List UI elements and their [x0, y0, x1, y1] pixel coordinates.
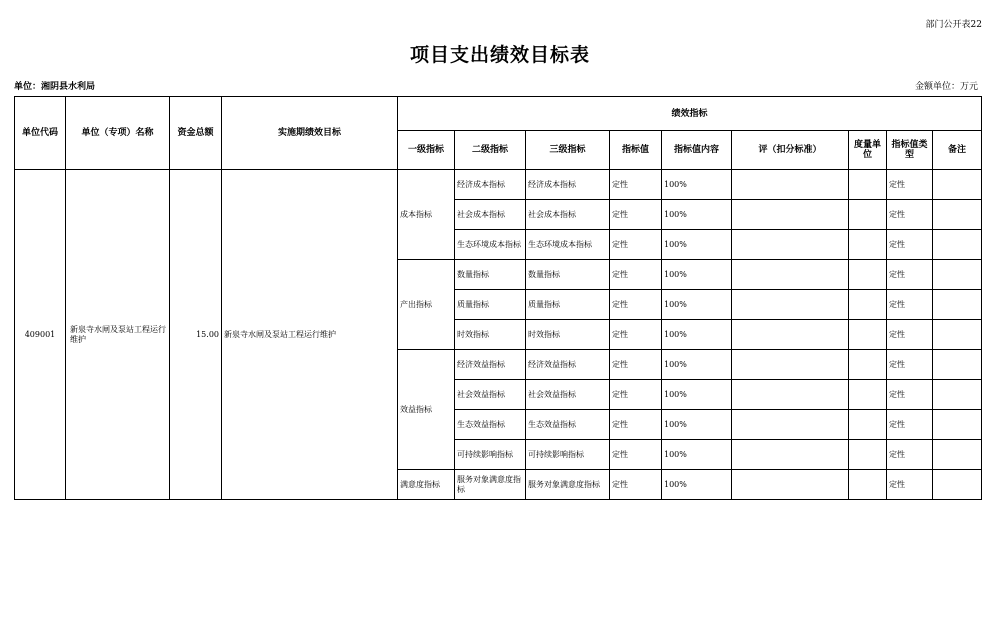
measure-unit-cell: [849, 350, 887, 380]
note-cell: [933, 200, 982, 230]
performance-target-table: [14, 96, 982, 500]
value-content-cell: 100%: [662, 290, 732, 320]
value-type-cell: 定性: [887, 260, 933, 290]
note-cell: [933, 350, 982, 380]
value-type-cell: 定性: [887, 290, 933, 320]
note-cell: [933, 320, 982, 350]
measure-unit-cell: [849, 410, 887, 440]
value-type-cell: 定性: [887, 170, 933, 200]
level2-cell: 社会效益指标: [455, 380, 526, 410]
header-total-funds: 资金总额: [170, 97, 222, 170]
level3-cell: 服务对象满意度指标: [526, 470, 610, 500]
header-value-content: 指标值内容: [662, 131, 732, 170]
measure-unit-cell: [849, 230, 887, 260]
header-value-type: 指标值类型: [887, 131, 933, 170]
header-level2: 二级指标: [455, 131, 526, 170]
measure-unit-cell: [849, 320, 887, 350]
scoring-cell: [732, 290, 849, 320]
value-content-cell: 100%: [662, 260, 732, 290]
value-content-cell: 100%: [662, 440, 732, 470]
note-cell: [933, 440, 982, 470]
level3-cell: 经济成本指标: [526, 170, 610, 200]
header-goal: 实施期绩效目标: [222, 97, 398, 170]
header-scoring: 评（扣分标准）: [732, 131, 849, 170]
level2-cell: 服务对象满意度指标: [455, 470, 526, 500]
header-level1: 一级指标: [398, 131, 455, 170]
note-cell: [933, 410, 982, 440]
level2-cell: 可持续影响指标: [455, 440, 526, 470]
value-cell: 定性: [610, 260, 662, 290]
measure-unit-cell: [849, 260, 887, 290]
value-cell: 定性: [610, 350, 662, 380]
measure-unit-cell: [849, 290, 887, 320]
measure-unit-cell: [849, 170, 887, 200]
header-performance-indicators: 绩效指标: [398, 97, 982, 131]
measure-unit-cell: [849, 470, 887, 500]
scoring-cell: [732, 470, 849, 500]
value-content-cell: 100%: [662, 230, 732, 260]
value-cell: 定性: [610, 410, 662, 440]
scoring-cell: [732, 440, 849, 470]
level2-cell: 生态效益指标: [455, 410, 526, 440]
unit-code-cell: 409001: [15, 170, 66, 500]
scoring-cell: [732, 230, 849, 260]
value-content-cell: 100%: [662, 320, 732, 350]
level3-cell: 时效指标: [526, 320, 610, 350]
value-content-cell: 100%: [662, 170, 732, 200]
value-cell: 定性: [610, 380, 662, 410]
scoring-cell: [732, 170, 849, 200]
note-cell: [933, 260, 982, 290]
note-cell: [933, 380, 982, 410]
header-unit-project-name: 单位（专项）名称: [66, 97, 170, 170]
note-cell: [933, 170, 982, 200]
level2-cell: 经济效益指标: [455, 350, 526, 380]
level3-cell: 数量指标: [526, 260, 610, 290]
level2-cell: 时效指标: [455, 320, 526, 350]
scoring-cell: [732, 350, 849, 380]
header-level3: 三级指标: [526, 131, 610, 170]
table-row: [15, 170, 982, 200]
scoring-cell: [732, 380, 849, 410]
level1-cell: 满意度指标: [398, 470, 455, 500]
form-number-label: 部门公开表22: [925, 20, 982, 30]
level2-cell: 数量指标: [455, 260, 526, 290]
scoring-cell: [732, 320, 849, 350]
header-measure-unit: 度量单位: [849, 131, 887, 170]
level2-cell: 社会成本指标: [455, 200, 526, 230]
measure-unit-cell: [849, 440, 887, 470]
value-content-cell: 100%: [662, 350, 732, 380]
value-type-cell: 定性: [887, 380, 933, 410]
value-cell: 定性: [610, 290, 662, 320]
page-title: 项目支出绩效目标表: [409, 44, 590, 66]
value-type-cell: 定性: [887, 350, 933, 380]
level3-cell: 经济效益指标: [526, 350, 610, 380]
value-cell: 定性: [610, 170, 662, 200]
note-cell: [933, 290, 982, 320]
note-cell: [933, 470, 982, 500]
level1-cell: 成本指标: [398, 170, 455, 260]
value-content-cell: 100%: [662, 200, 732, 230]
level3-cell: 生态环境成本指标: [526, 230, 610, 260]
level3-cell: 质量指标: [526, 290, 610, 320]
header-value: 指标值: [610, 131, 662, 170]
level3-cell: 生态效益指标: [526, 410, 610, 440]
header-unit-code: 单位代码: [15, 97, 66, 170]
scoring-cell: [732, 260, 849, 290]
value-type-cell: 定性: [887, 200, 933, 230]
measure-unit-cell: [849, 380, 887, 410]
value-type-cell: 定性: [887, 440, 933, 470]
value-cell: 定性: [610, 230, 662, 260]
measure-unit-cell: [849, 200, 887, 230]
value-cell: 定性: [610, 440, 662, 470]
project-name-cell: 新泉寺水闸及泵站工程运行维护: [66, 170, 170, 500]
value-cell: 定性: [610, 200, 662, 230]
level1-cell: 效益指标: [398, 350, 455, 470]
value-cell: 定性: [610, 470, 662, 500]
scoring-cell: [732, 410, 849, 440]
level2-cell: 质量指标: [455, 290, 526, 320]
value-cell: 定性: [610, 320, 662, 350]
value-content-cell: 100%: [662, 470, 732, 500]
header-note: 备注: [933, 131, 982, 170]
level3-cell: 社会成本指标: [526, 200, 610, 230]
level2-cell: 生态环境成本指标: [455, 230, 526, 260]
level2-cell: 经济成本指标: [455, 170, 526, 200]
value-type-cell: 定性: [887, 230, 933, 260]
total-funds-cell: 15.00: [170, 170, 222, 500]
goal-cell: 新泉寺水闸及泵站工程运行维护: [222, 170, 398, 500]
level3-cell: 可持续影响指标: [526, 440, 610, 470]
level1-cell: 产出指标: [398, 260, 455, 350]
note-cell: [933, 230, 982, 260]
currency-unit-label: 金额单位：万元: [914, 82, 978, 92]
value-type-cell: 定性: [887, 320, 933, 350]
unit-label: 单位：湘阴县水利局: [14, 82, 96, 92]
value-content-cell: 100%: [662, 410, 732, 440]
value-type-cell: 定性: [887, 470, 933, 500]
scoring-cell: [732, 200, 849, 230]
level3-cell: 社会效益指标: [526, 380, 610, 410]
value-content-cell: 100%: [662, 380, 732, 410]
value-type-cell: 定性: [887, 410, 933, 440]
